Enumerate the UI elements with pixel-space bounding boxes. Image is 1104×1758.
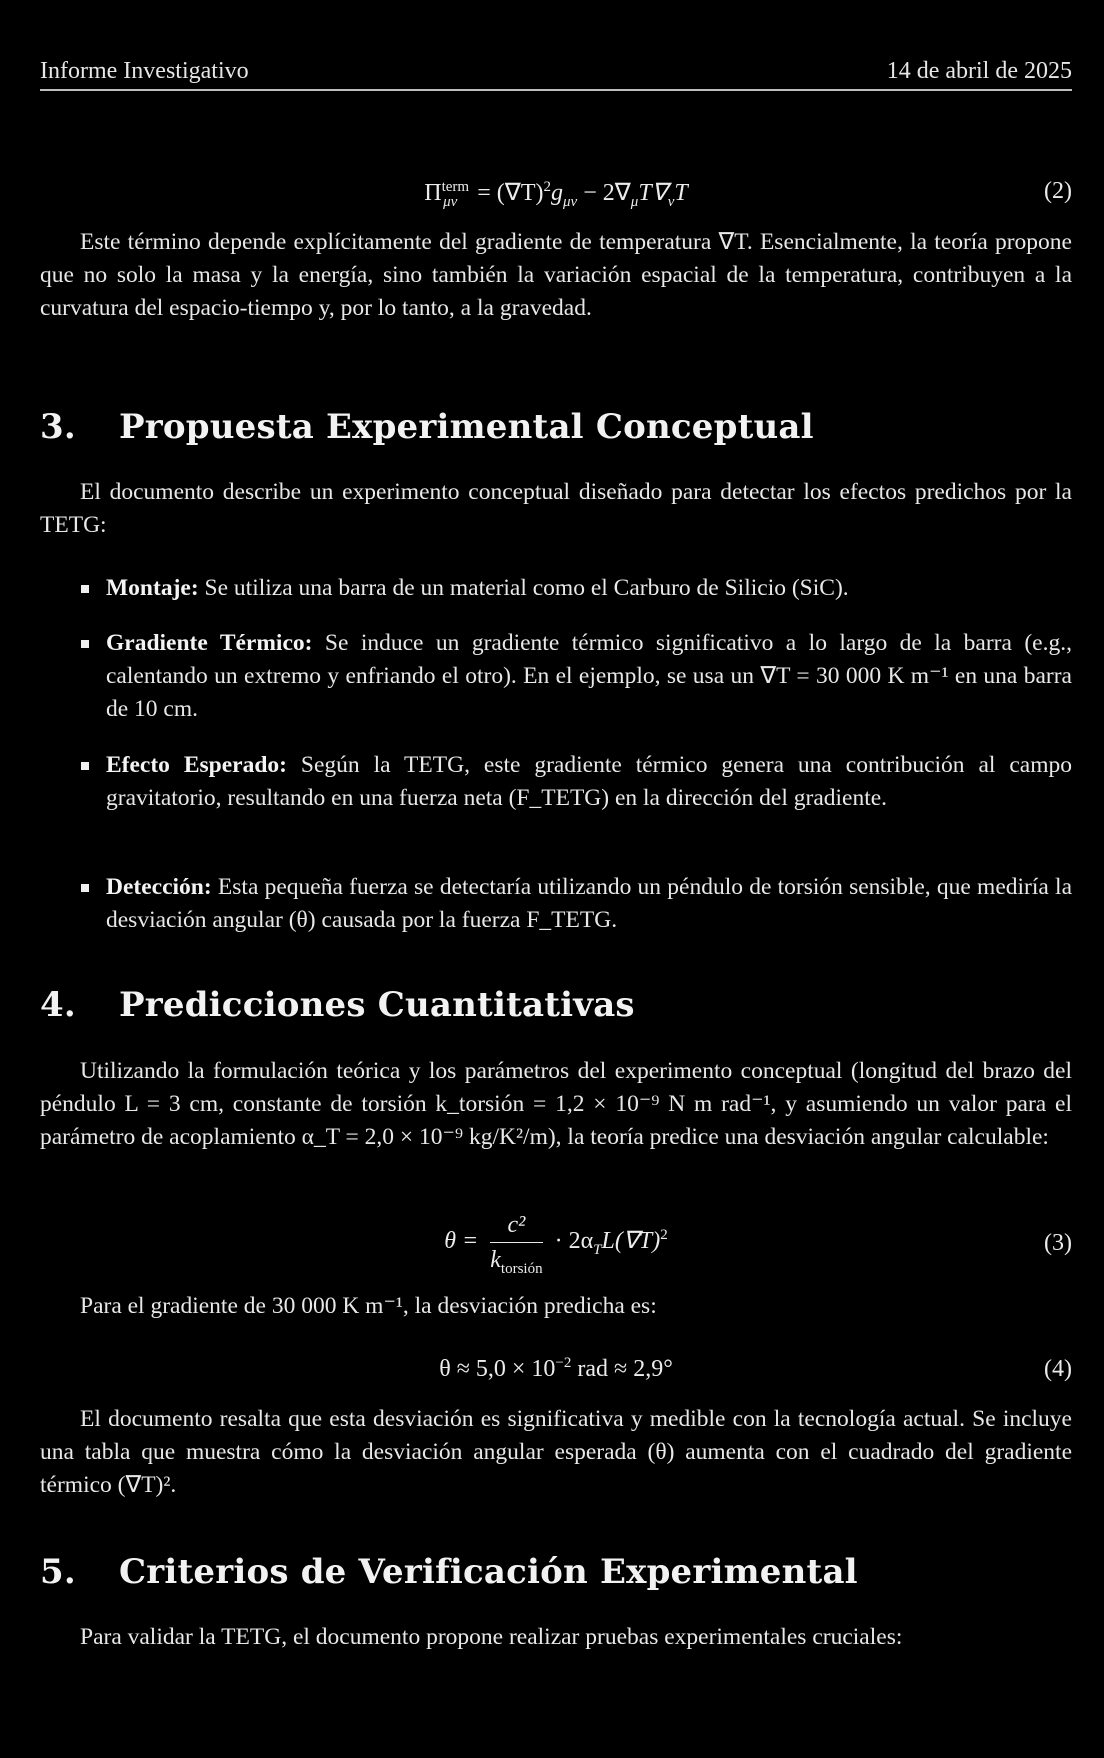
paragraph-gradient: Para el gradiente de 30 000 K m⁻¹, la desviación predicha es: (80, 1293, 657, 1319)
bullet-square-icon (81, 884, 89, 892)
bullet-square-icon (81, 640, 89, 648)
section-heading-4: 4. Predicciones Cuantitativas (40, 985, 635, 1025)
paragraph-term-explanation: Este término depende explícitamente del gradiente de temperatura ∇T. Esencialmente, la teoría propone que no solo la masa y la energía, sino también la variación espacial de la temperatura, contribuyen a la curvatura del espacio-tiempo y, por lo tanto, a la gravedad. (40, 229, 1072, 321)
running-header (40, 56, 1072, 86)
paragraph-section5-intro: Para validar la TETG, el documento propone realizar pruebas experimentales cruciales: (80, 1624, 903, 1650)
section-heading-5: 5. Criterios de Verificación Experimental (40, 1552, 858, 1592)
bullet-square-icon (81, 762, 89, 770)
header-date: 14 de abril de 2025 (886, 58, 1072, 84)
section-heading-3: 3. Propuesta Experimental Conceptual (40, 407, 814, 447)
equation-3-body: θ = $\frac{\text{c²}}{k_{torsión}}$ · $2\alpha_TL(\nabla T)^2$ (40, 1208, 1072, 1277)
equation-3 (40, 1208, 1072, 1284)
bullet-square-icon (81, 585, 89, 593)
header-rule (40, 89, 1072, 91)
equation-number: (3) (1044, 1230, 1072, 1256)
equation-2-body: $\Pi^{term}_{\mu\nu} = (\nabla T)^2g_{\mu\nu} - 2\nabla_\mu T\nabla_\nu T$ (424, 179, 688, 210)
paragraph-section3-intro: El documento describe un experimento conceptual diseñado para detectar los efectos predichos por la TETG: (40, 479, 1072, 538)
equation-4-body: $\theta \approx 5,0 \times 10^{-2}$ rad ≈ 2,9° (439, 1355, 673, 1382)
equation-4 (40, 1356, 1072, 1390)
header-title: Informe Investigativo (40, 58, 249, 84)
paragraph-section4-intro: Utilizando la formulación teórica y los parámetros del experimento conceptual (longitud del brazo del péndulo L = 3 cm, constante de torsión k_torsión = 1,2 × 10⁻⁹ N m rad⁻¹, y asumiendo un valor para el parámetro de acoplamiento α_T = 2,0 × 10⁻⁹ kg/K²/m), la teoría predice una desviación angular calculable: (40, 1058, 1072, 1150)
equation-2 (40, 178, 1072, 214)
fraction: $\frac{\text{c²}}{k_{torsión}}$ (490, 1208, 542, 1277)
equation-number: (2) (1044, 178, 1072, 204)
equation-number: (4) (1044, 1356, 1072, 1382)
paragraph-result: El documento resalta que esta desviación es significativa y medible con la tecnología actual. Se incluye una tabla que muestra cómo la desviación angular esperada (θ) aumenta con el cuadrado del gradiente térmico (∇T)². (40, 1406, 1072, 1498)
